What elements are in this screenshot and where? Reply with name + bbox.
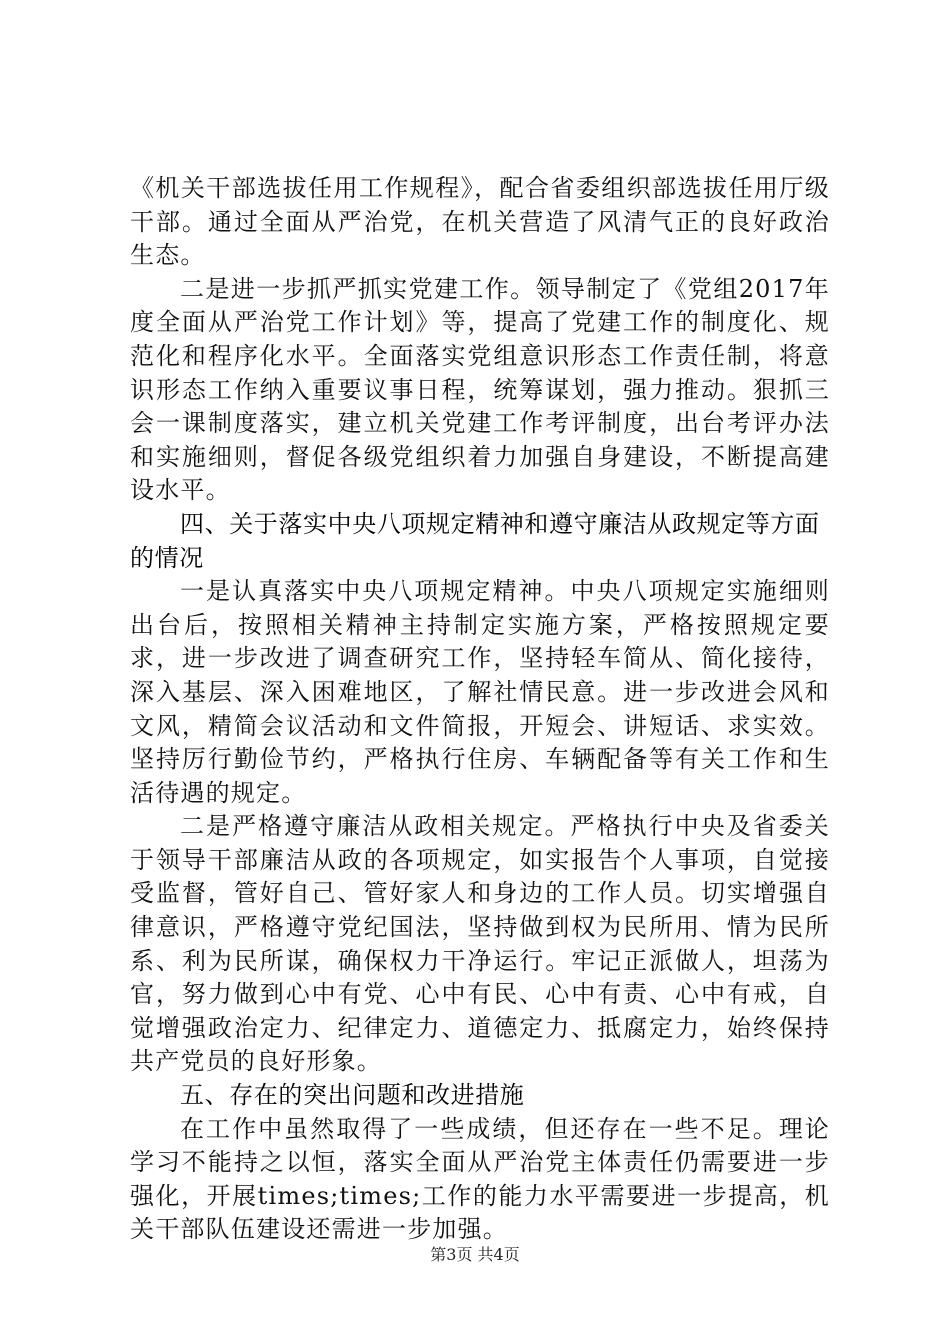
section-heading-five: 五、存在的突出问题和改进措施 [180,1081,525,1110]
page-number-footer: 第3页 共4页 [430,1245,520,1264]
document-body [130,172,830,1247]
paragraph-problems: 在工作中虽然取得了一些成绩，但还存在一些不足。理论学习不能持之以恒，落实全面从严治党主体责任仍需要进一步强化，开展times;times;工作的能力水平需要进一步提高，机关干部队伍建设还需进一步加强。 [130,1114,830,1244]
paragraph-continuation: 《机关干部选拔任用工作规程》，配合省委组织部选拔任用厅级干部。通过全面从严治党，在机关营造了风清气正的良好政治生态。 [130,174,830,270]
paragraph-party-building: 二是进一步抓严抓实党建工作。领导制定了《党组2017年度全面从严治党工作计划》等，提高了党建工作的制度化、规范化和程序化水平。全面落实党组意识形态工作责任制，将意识形态工作纳入重要议事日程，统筹谋划，强力推动。狠抓三会一课制度落实，建立机关党建工作考评制度，出台考评办法和实施细则，督促各级党组织着力加强自身建设，不断提高建设水平。 [130,274,830,505]
paragraph-integrity: 二是严格遵守廉洁从政相关规定。严格执行中央及省委关于领导干部廉洁从政的各项规定，如实报告个人事项，自觉接受监督，管好自己、管好家人和身边的工作人员。切实增强自律意识，严格遵守党纪国法，坚持做到权为民所用、情为民所系、利为民所谋，确保权力干净运行。牢记正派做人，坦荡为官，努力做到心中有党、心中有民、心中有责、心中有戒，自觉增强政治定力、纪律定力、道德定力、抵腐定力，始终保持共产党员的良好形象。 [130,812,830,1076]
section-heading-four: 四、关于落实中央八项规定精神和遵守廉洁从政规定等方面的情况 [130,509,820,572]
paragraph-eight-rules: 一是认真落实中央八项规定精神。中央八项规定实施细则出台后，按照相关精神主持制定实施方案，严格按照规定要求，进一步改进了调查研究工作，坚持轻车简从、简化接待，深入基层、深入困难地区，了解社情民意。进一步改进会风和文风，精简会议活动和文件简报，开短会、讲短话、求实效。坚持厉行勤俭节约，严格执行住房、车辆配备等有关工作和生活待遇的规定。 [130,577,830,807]
